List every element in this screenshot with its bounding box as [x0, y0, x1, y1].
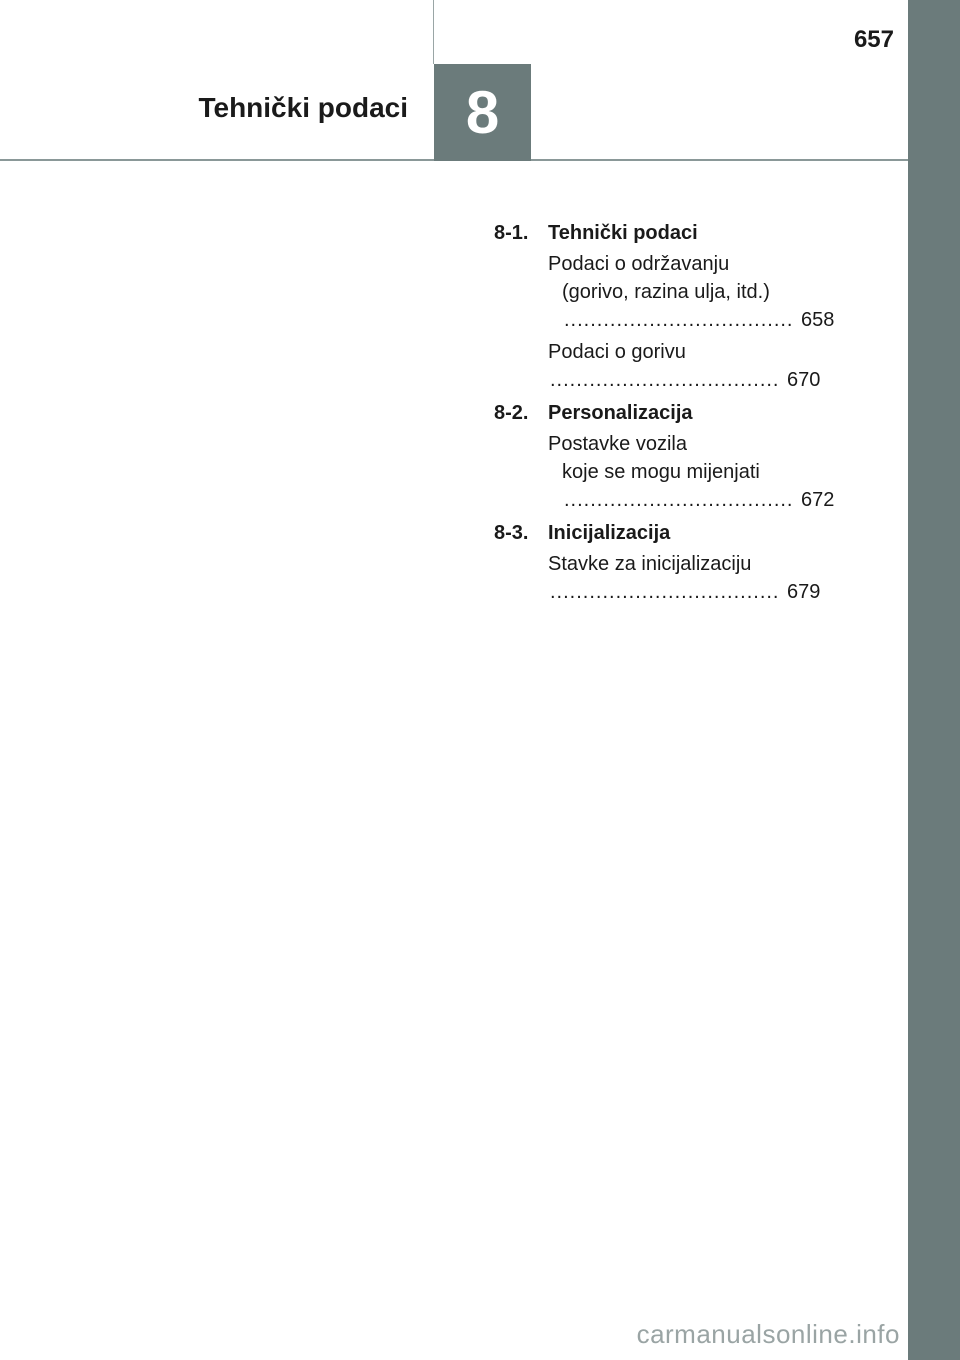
toc-section-heading[interactable]	[494, 220, 846, 246]
toc-entry-text: koje se mogu mijenjati	[562, 461, 760, 483]
toc-entry-row	[548, 278, 846, 334]
toc-section	[494, 220, 846, 394]
toc-section-number: 8-1.	[494, 222, 529, 244]
toc-section	[494, 400, 846, 514]
watermark: carmanualsonline.info	[636, 1319, 900, 1349]
toc-entry-text: Stavke za inicijalizaciju	[548, 553, 752, 575]
toc-entry-text: (gorivo, razina ulja, itd.)	[562, 281, 770, 303]
table-of-contents	[494, 220, 846, 612]
header-divider-vertical	[433, 0, 434, 64]
toc-section-heading[interactable]	[494, 400, 846, 426]
toc-leader-dots: ...................................	[564, 489, 794, 511]
toc-entry[interactable]	[548, 338, 846, 394]
chapter-title: Tehnički podaci	[198, 92, 408, 123]
toc-section-title: Tehnički podaci	[548, 222, 698, 244]
toc-entry-page: 670	[787, 369, 821, 391]
toc-section-title: Inicijalizacija	[548, 522, 671, 544]
chapter-number-badge: 8	[434, 64, 531, 161]
page-number: 657	[853, 26, 894, 53]
toc-entry-page: 672	[801, 489, 835, 511]
toc-entry[interactable]	[548, 430, 846, 514]
chapter-side-strip	[908, 0, 960, 1360]
toc-section-title: Personalizacija	[548, 402, 693, 424]
toc-section	[494, 520, 846, 606]
toc-section-number: 8-3.	[494, 522, 529, 544]
toc-entry[interactable]	[548, 550, 846, 606]
toc-entry-page: 658	[801, 309, 835, 331]
toc-entry-row	[548, 338, 846, 394]
toc-entry-text: Postavke vozila	[548, 433, 687, 455]
toc-leader-dots: ...................................	[564, 309, 794, 331]
toc-section-heading[interactable]	[494, 520, 846, 546]
toc-section-number: 8-2.	[494, 402, 529, 424]
toc-entry-text: Podaci o gorivu	[548, 341, 686, 363]
toc-entry-row	[548, 550, 846, 606]
toc-leader-dots: ...................................	[550, 369, 780, 391]
toc-entry-row	[548, 458, 846, 514]
toc-entry-text: Podaci o održavanju	[548, 253, 730, 275]
toc-leader-dots: ...................................	[550, 581, 780, 603]
toc-entry[interactable]	[548, 250, 846, 334]
toc-entry-page: 679	[787, 581, 821, 603]
